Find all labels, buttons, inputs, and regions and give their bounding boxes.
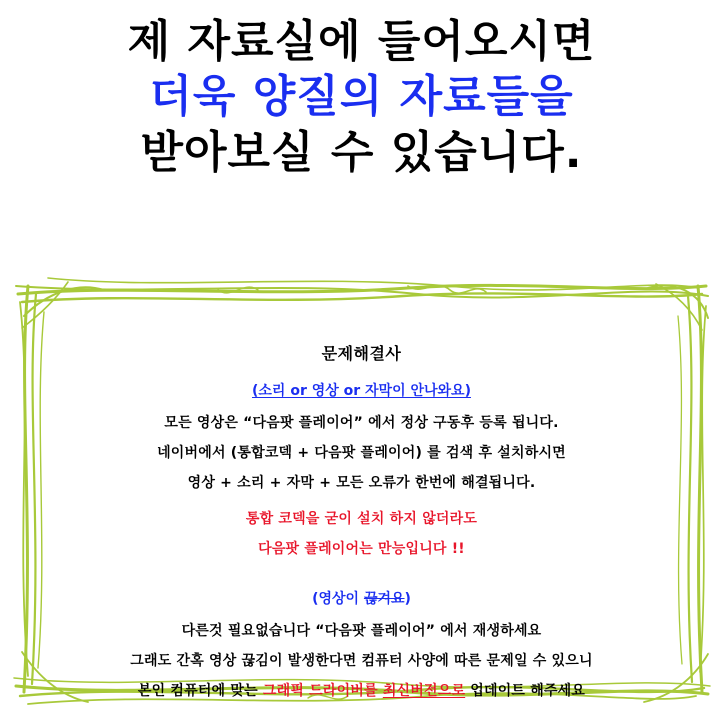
last-line-pre: 본인 컴퓨터에 맞는 bbox=[137, 683, 263, 699]
headline-line-2: 더욱 양질의 자료들을 bbox=[149, 71, 574, 123]
question-2-suffix: ) bbox=[404, 591, 411, 607]
block1-emphasis-2: 다음팟 플레이어는 만능입니다 !! bbox=[258, 541, 465, 557]
last-line-red-1: 그래픽 드라이버를 bbox=[262, 683, 383, 699]
block2-group bbox=[40, 588, 683, 700]
question-2-struck: 끊겨요 bbox=[363, 591, 405, 607]
block1-line-3: 영상 + 소리 + 자막 + 모든 오류가 한번에 해결됩니다. bbox=[187, 475, 536, 491]
question-1: (소리 or 영상 or 자막이 안나와요) bbox=[252, 383, 471, 399]
headline-line-1: 제 자료실에 들어오시면 bbox=[127, 16, 596, 67]
last-line-post: 업데이트 해주세요 bbox=[465, 683, 586, 699]
block1-line-2: 네이버에서 (통합코덱 + 다음팟 플레이어) 를 검색 후 설치하시면 bbox=[157, 445, 566, 461]
block2-last-line bbox=[40, 680, 683, 700]
block2-line-1: 다른것 필요없습니다 “다음팟 플레이어” 에서 재생하세요 bbox=[181, 623, 542, 639]
question-2 bbox=[40, 588, 683, 608]
content-block bbox=[40, 295, 683, 710]
block1-emphasis-1: 통합 코덱을 굳이 설치 하지 않더라도 bbox=[245, 511, 478, 527]
section-title: 문제해결사 bbox=[321, 344, 402, 363]
headline-line-3: 받아보실 수 있습니다. bbox=[140, 126, 583, 178]
last-line-red-2: 최신버전으로 bbox=[382, 683, 466, 699]
block1-line-1: 모든 영상은 “다음팟 플레이어” 에서 정상 구동후 등록 됩니다. bbox=[164, 415, 559, 431]
question-2-prefix: (영상이 bbox=[312, 591, 364, 607]
block2-line-2: 그래도 간혹 영상 끊김이 발생한다면 컴퓨터 사양에 따른 문제일 수 있으니 bbox=[130, 653, 593, 669]
headline-block bbox=[0, 0, 723, 180]
